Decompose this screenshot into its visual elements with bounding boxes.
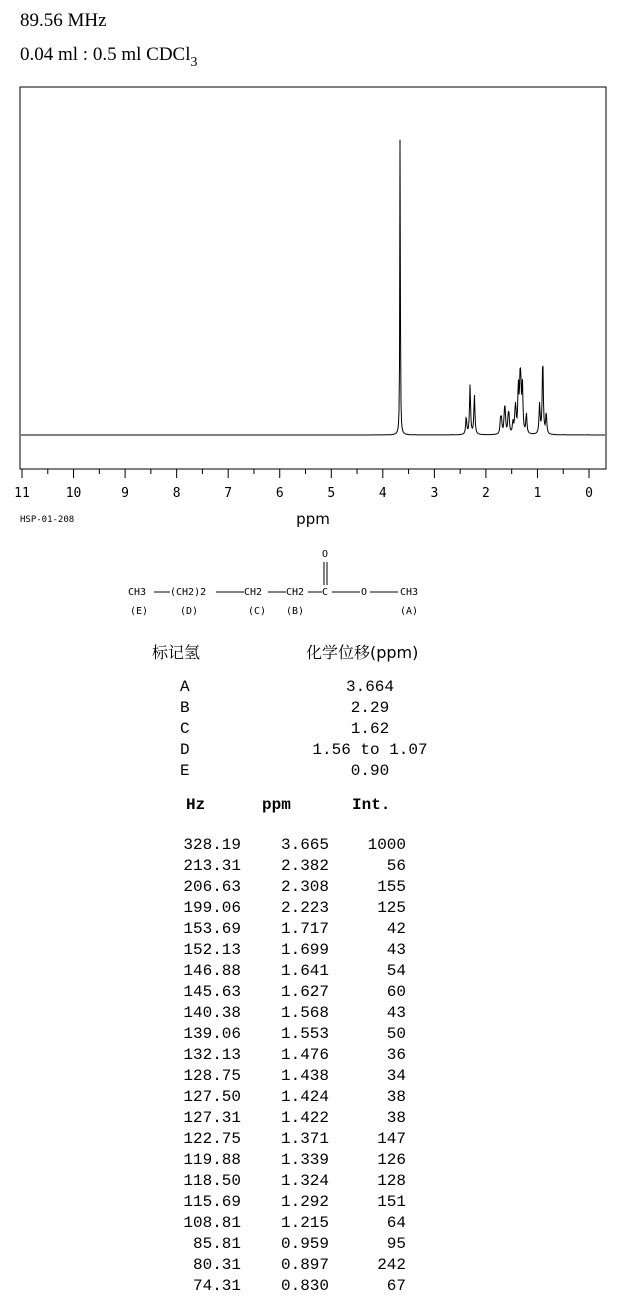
concentration-subscript: 3 (190, 55, 198, 70)
x-tick-label: 10 (65, 486, 82, 501)
peak-ppm: 1.627 (280, 983, 329, 1001)
label-c: (C) (248, 606, 267, 617)
assignment-label: D (180, 741, 190, 759)
assignment-label: B (180, 699, 190, 717)
label-a: (A) (400, 606, 419, 617)
assignment-shift: 3.664 (345, 678, 394, 696)
peak-hz: 328.19 (183, 836, 241, 854)
peak-ppm: 2.223 (280, 899, 329, 917)
peak-int: 38 (386, 1088, 406, 1106)
peak-hz: 118.50 (183, 1172, 241, 1190)
peak-row (0, 1067, 626, 1088)
label-d: (D) (180, 606, 199, 617)
x-tick-label: 9 (121, 486, 130, 501)
peak-ppm: 1.422 (280, 1109, 329, 1127)
label-b: (B) (286, 606, 305, 617)
assignment-row (0, 720, 626, 741)
peak-hz: 213.31 (183, 857, 241, 875)
peak-hz: 199.06 (183, 899, 241, 917)
structure-bonds (0, 540, 626, 630)
plot-frame (20, 87, 606, 469)
x-tick-label: 3 (430, 486, 439, 501)
peak-int: 43 (386, 941, 406, 959)
peak-int: 147 (377, 1130, 406, 1148)
peak-ppm: 0.897 (280, 1256, 329, 1274)
peak-row (0, 1256, 626, 1277)
peak-ppm: 2.382 (280, 857, 329, 875)
peak-hz: 115.69 (183, 1193, 241, 1211)
peak-hz: 127.50 (183, 1088, 241, 1106)
peak-row (0, 878, 626, 899)
peak-row (0, 1151, 626, 1172)
peak-int: 125 (377, 899, 406, 917)
x-tick-label: 8 (172, 486, 181, 501)
peak-hz: 74.31 (192, 1277, 241, 1295)
assignment-row (0, 762, 626, 783)
peak-int: 54 (386, 962, 406, 980)
peak-row (0, 920, 626, 941)
peak-ppm: 1.215 (280, 1214, 329, 1232)
peak-hz: 128.75 (183, 1067, 241, 1085)
peak-row (0, 1025, 626, 1046)
peak-row (0, 1130, 626, 1151)
peak-hz: 119.88 (183, 1151, 241, 1169)
peak-hz: 139.06 (183, 1025, 241, 1043)
peak-hz: 132.13 (183, 1046, 241, 1064)
peak-hz: 140.38 (183, 1004, 241, 1022)
peak-hz: 206.63 (183, 878, 241, 896)
nmr-spectrum-chart (0, 0, 626, 530)
peak-int: 38 (386, 1109, 406, 1127)
peak-row (0, 983, 626, 1004)
peak-int: 67 (386, 1277, 406, 1295)
peak-ppm: 1.717 (280, 920, 329, 938)
formula-carbonyl-c: C (322, 587, 329, 598)
peak-ppm: 1.292 (280, 1193, 329, 1211)
peak-ppm: 1.699 (280, 941, 329, 959)
spectrometer-frequency: 89.56 MHz (20, 10, 107, 31)
assignment-shift: 1.62 (350, 720, 390, 738)
peak-hz: 108.81 (183, 1214, 241, 1232)
peak-row (0, 899, 626, 920)
peak-row (0, 1046, 626, 1067)
assignment-shift: 1.56 to 1.07 (312, 741, 428, 759)
peak-int: 42 (386, 920, 406, 938)
assignment-row (0, 699, 626, 720)
assignment-row (0, 678, 626, 699)
peak-hz: 145.63 (183, 983, 241, 1001)
peak-hz: 152.13 (183, 941, 241, 959)
peak-header-ppm: ppm (262, 796, 291, 814)
peak-int: 128 (377, 1172, 406, 1190)
x-tick-label: 6 (275, 486, 284, 501)
peak-ppm: 1.438 (280, 1067, 329, 1085)
concentration-text: 0.04 ml : 0.5 ml CDCl (20, 44, 191, 65)
assignment-label-header: 标记氢 (152, 643, 201, 662)
peak-int: 126 (377, 1151, 406, 1169)
x-axis-label: ppm (296, 510, 330, 528)
peak-ppm: 3.665 (280, 836, 329, 854)
peak-int: 151 (377, 1193, 406, 1211)
peak-row (0, 857, 626, 878)
x-tick-label: 4 (378, 486, 387, 501)
peak-int: 36 (386, 1046, 406, 1064)
x-tick-label: 11 (14, 486, 30, 501)
spectrum-trace (21, 140, 605, 435)
peak-hz: 122.75 (183, 1130, 241, 1148)
assignment-label: C (180, 720, 190, 738)
assignment-shift: 0.90 (350, 762, 390, 780)
formula-ch3-a: CH3 (400, 587, 419, 598)
peak-ppm: 1.339 (280, 1151, 329, 1169)
peak-hz: 80.31 (192, 1256, 241, 1274)
peak-ppm: 0.830 (280, 1277, 329, 1295)
peak-ppm: 1.553 (280, 1025, 329, 1043)
assignment-shift: 2.29 (350, 699, 390, 717)
peak-int: 60 (386, 983, 406, 1001)
formula-ch2-b: CH2 (286, 587, 305, 598)
peak-header-hz: Hz (186, 796, 206, 814)
peak-hz: 85.81 (192, 1235, 241, 1253)
peak-row (0, 1193, 626, 1214)
x-axis-ticks (14, 469, 593, 501)
spectrum-code: HSP-01-208 (20, 515, 75, 525)
peak-row (0, 1277, 626, 1298)
assignment-row (0, 741, 626, 762)
x-tick-label: 0 (585, 486, 593, 501)
formula-ester-o: O (361, 587, 368, 598)
x-tick-label: 7 (224, 486, 233, 501)
peak-ppm: 1.476 (280, 1046, 329, 1064)
peak-row (0, 836, 626, 857)
molecular-structure (0, 540, 626, 630)
peak-int: 50 (386, 1025, 406, 1043)
peak-ppm: 0.959 (280, 1235, 329, 1253)
peak-ppm: 2.308 (280, 878, 329, 896)
peak-row (0, 1172, 626, 1193)
peak-ppm: 1.641 (280, 962, 329, 980)
peak-ppm: 1.568 (280, 1004, 329, 1022)
peak-hz: 146.88 (183, 962, 241, 980)
peak-ppm: 1.324 (280, 1172, 329, 1190)
peak-int: 155 (377, 878, 406, 896)
peak-row (0, 1214, 626, 1235)
peak-int: 95 (386, 1235, 406, 1253)
peak-ppm: 1.371 (280, 1130, 329, 1148)
peak-row (0, 962, 626, 983)
formula-ch2-c: CH2 (244, 587, 263, 598)
x-tick-label: 1 (533, 486, 542, 501)
peak-ppm: 1.424 (280, 1088, 329, 1106)
peak-int: 64 (386, 1214, 406, 1232)
peak-row (0, 1088, 626, 1109)
peak-table (0, 836, 626, 1298)
label-e: (E) (130, 606, 149, 617)
x-tick-label: 5 (327, 486, 336, 501)
peak-row (0, 1235, 626, 1256)
peak-int: 1000 (367, 836, 406, 854)
peak-int: 34 (386, 1067, 406, 1085)
assignment-shift-header: 化学位移(ppm) (306, 643, 419, 662)
peak-row (0, 1109, 626, 1130)
assignment-label: A (180, 678, 190, 696)
peak-row (0, 1004, 626, 1025)
peak-hz: 127.31 (183, 1109, 241, 1127)
formula-ch2-2-d: (CH2)2 (170, 587, 207, 598)
peak-int: 56 (386, 857, 406, 875)
peak-row (0, 941, 626, 962)
formula-carbonyl-o: O (322, 549, 329, 560)
peak-int: 242 (377, 1256, 406, 1274)
peak-header-int: Int. (352, 796, 391, 814)
x-tick-label: 2 (481, 486, 490, 501)
assignment-table (0, 678, 626, 783)
assignment-label: E (180, 762, 190, 780)
peak-hz: 153.69 (183, 920, 241, 938)
peak-int: 43 (386, 1004, 406, 1022)
formula-ch3-e: CH3 (128, 587, 147, 598)
